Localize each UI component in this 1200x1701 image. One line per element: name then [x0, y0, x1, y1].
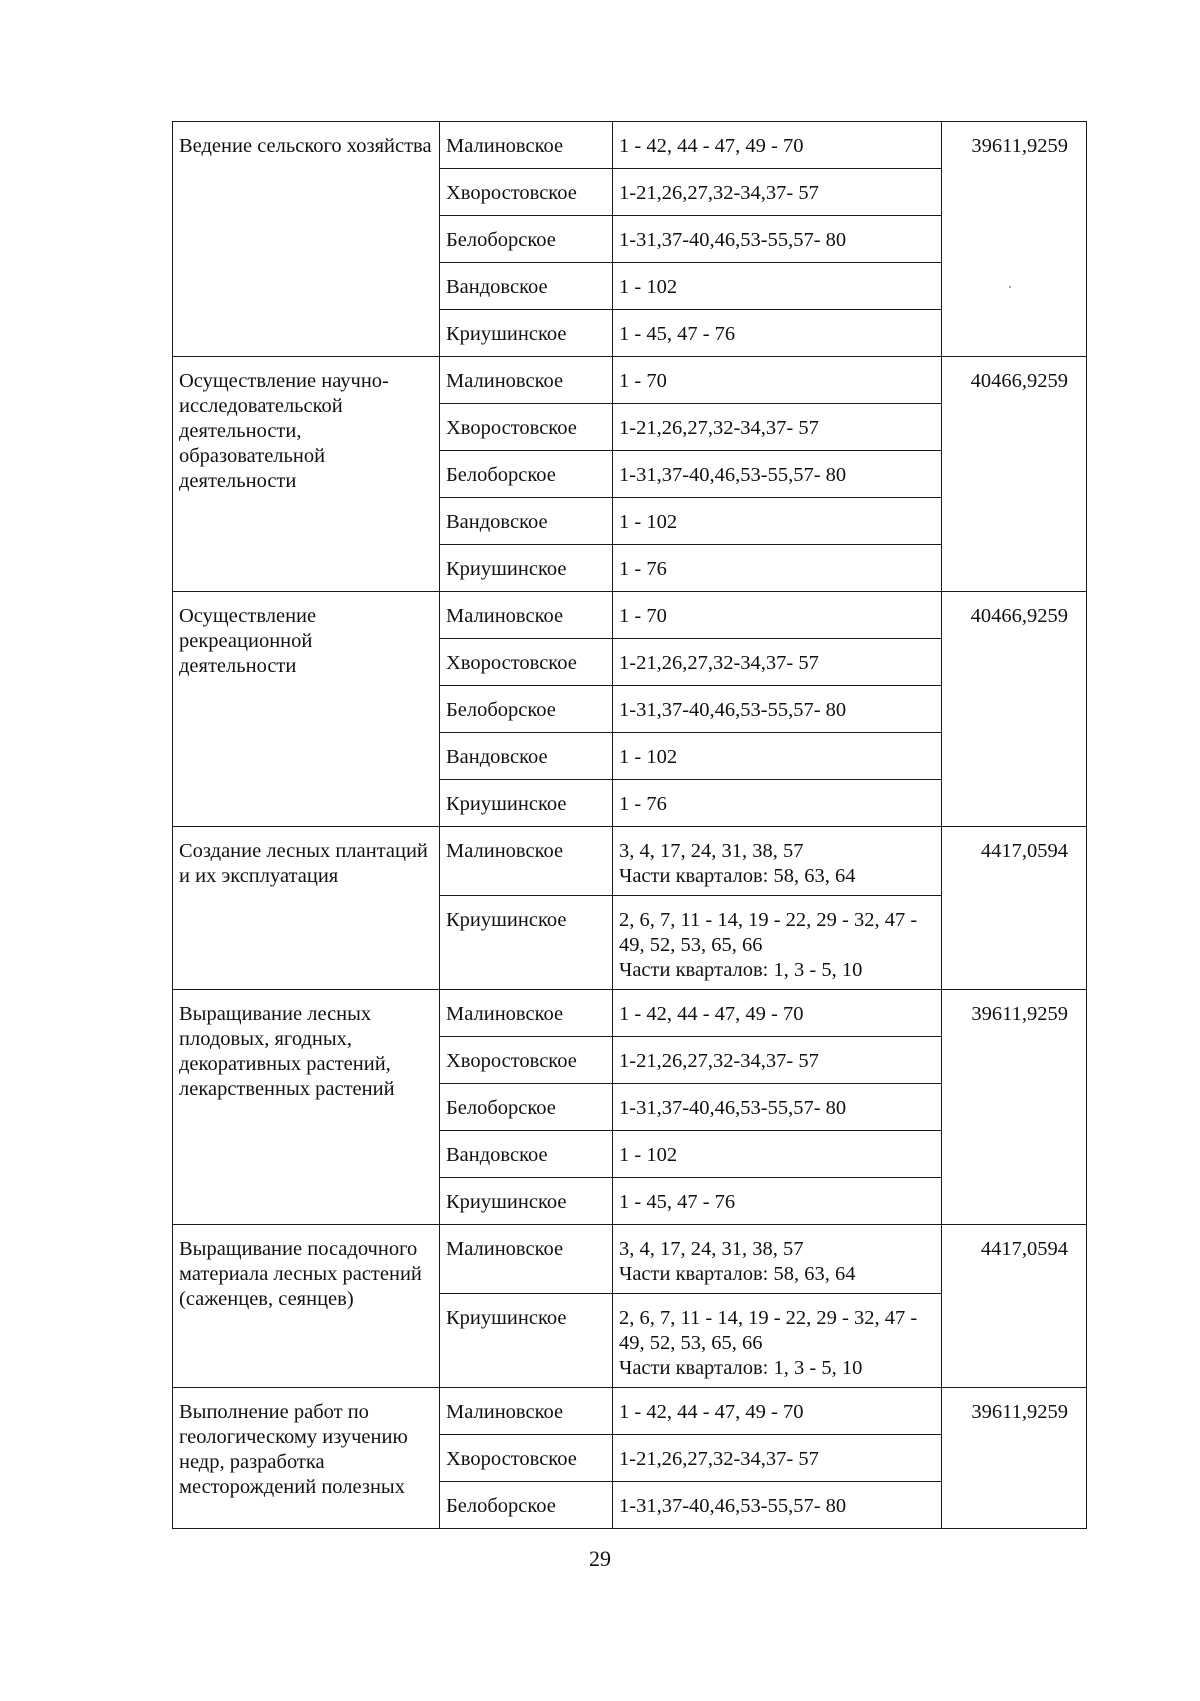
table-row	[173, 990, 1087, 1037]
quarters-cell	[613, 404, 942, 451]
quarters-line: 1 - 45, 47 - 76	[619, 1191, 736, 1213]
forestry-cell: Вандовское	[440, 263, 613, 310]
page-number: 29	[589, 1546, 611, 1571]
forestry-cell: Малиновское	[440, 827, 613, 896]
quarters-cell	[613, 639, 942, 686]
quarters-line: 3, 4, 17, 24, 31, 38, 57	[619, 840, 804, 862]
forestry-cell: Белоборское	[440, 686, 613, 733]
forest-use-table	[172, 121, 1087, 1529]
quarters-line: 1-21,26,27,32-34,37- 57	[619, 417, 819, 439]
quarters-cell	[613, 1225, 942, 1294]
forestry-cell: Вандовское	[440, 498, 613, 545]
quarters-line: 1 - 70	[619, 370, 667, 392]
area-cell: 39611,9259	[942, 1388, 1087, 1529]
forestry-cell: Криушинское	[440, 545, 613, 592]
area-cell: 40466,9259	[942, 592, 1087, 827]
quarters-cell	[613, 1037, 942, 1084]
quarters-line: 1-31,37-40,46,53-55,57- 80	[619, 699, 847, 721]
quarters-line: 1 - 102	[619, 276, 678, 298]
quarters-cell	[613, 1294, 942, 1388]
quarters-line: 1-31,37-40,46,53-55,57- 80	[619, 1495, 847, 1517]
quarters-cell	[613, 896, 942, 990]
activity-cell: Ведение сельского хозяйства	[173, 122, 440, 357]
forestry-cell: Вандовское	[440, 733, 613, 780]
quarters-line: 1-21,26,27,32-34,37- 57	[619, 1448, 819, 1470]
area-cell: 40466,9259	[942, 357, 1087, 592]
quarters-cell	[613, 592, 942, 639]
quarters-line: 1-21,26,27,32-34,37- 57	[619, 182, 819, 204]
activity-cell: Осуществление рекреационной деятельности	[173, 592, 440, 827]
quarters-cell	[613, 451, 942, 498]
forestry-cell: Малиновское	[440, 592, 613, 639]
quarters-line: 1-21,26,27,32-34,37- 57	[619, 652, 819, 674]
quarters-cell	[613, 1084, 942, 1131]
table-row	[173, 122, 1087, 169]
forestry-cell: Криушинское	[440, 1294, 613, 1388]
table-row	[173, 592, 1087, 639]
quarters-cell	[613, 1131, 942, 1178]
quarters-line: 2, 6, 7, 11 - 14, 19 - 22, 29 - 32, 47 - 49, 52, 53, 65, 66	[619, 909, 918, 956]
table-body	[173, 122, 1087, 1529]
forestry-cell: Белоборское	[440, 1084, 613, 1131]
quarters-line: 1 - 102	[619, 511, 678, 533]
quarters-cell	[613, 216, 942, 263]
forestry-cell: Малиновское	[440, 990, 613, 1037]
quarters-cell	[613, 780, 942, 827]
forestry-cell: Хворостовское	[440, 639, 613, 686]
forestry-cell: Белоборское	[440, 1482, 613, 1529]
table-row	[173, 827, 1087, 896]
quarters-line: 1-31,37-40,46,53-55,57- 80	[619, 464, 847, 486]
quarters-cell	[613, 545, 942, 592]
quarters-cell	[613, 1178, 942, 1225]
quarters-cell	[613, 1482, 942, 1529]
forestry-cell: Криушинское	[440, 310, 613, 357]
quarters-cell	[613, 733, 942, 780]
activity-cell: Выращивание посадочного материала лесных растений (саженцев, сеянцев)	[173, 1225, 440, 1388]
quarters-cell	[613, 263, 942, 310]
table-row	[173, 1225, 1087, 1294]
forestry-cell: Белоборское	[440, 451, 613, 498]
forestry-cell: Малиновское	[440, 1388, 613, 1435]
quarters-line: Части кварталов: 1, 3 - 5, 10	[619, 1357, 863, 1379]
forestry-cell: Криушинское	[440, 1178, 613, 1225]
forestry-cell: Малиновское	[440, 357, 613, 404]
quarters-cell	[613, 122, 942, 169]
quarters-line: 1 - 76	[619, 558, 667, 580]
quarters-line: 3, 4, 17, 24, 31, 38, 57	[619, 1238, 804, 1260]
forestry-cell: Малиновское	[440, 122, 613, 169]
activity-cell: Выполнение работ по геологическому изучению недр, разработка месторождений полезных	[173, 1388, 440, 1529]
area-cell: 4417,0594	[942, 827, 1087, 990]
forestry-cell: Хворостовское	[440, 1037, 613, 1084]
quarters-line: 1 - 70	[619, 605, 667, 627]
quarters-line: 1 - 102	[619, 746, 678, 768]
quarters-cell	[613, 169, 942, 216]
quarters-cell	[613, 686, 942, 733]
forestry-cell: Малиновское	[440, 1225, 613, 1294]
quarters-line: 1 - 42, 44 - 47, 49 - 70	[619, 135, 804, 157]
quarters-cell	[613, 498, 942, 545]
area-cell: 39611,9259	[942, 990, 1087, 1225]
activity-cell: Выращивание лесных плодовых, ягодных, декоративных растений, лекарственных растений	[173, 990, 440, 1225]
area-cell: 4417,0594	[942, 1225, 1087, 1388]
forestry-cell: Белоборское	[440, 216, 613, 263]
quarters-line: 1-31,37-40,46,53-55,57- 80	[619, 1097, 847, 1119]
quarters-cell	[613, 1435, 942, 1482]
quarters-line: Части кварталов: 58, 63, 64	[619, 1263, 856, 1285]
forestry-cell: Хворостовское	[440, 404, 613, 451]
quarters-line: 1 - 45, 47 - 76	[619, 323, 736, 345]
forestry-cell: Вандовское	[440, 1131, 613, 1178]
quarters-line: 1 - 42, 44 - 47, 49 - 70	[619, 1401, 804, 1423]
forestry-cell: Криушинское	[440, 896, 613, 990]
quarters-cell	[613, 310, 942, 357]
quarters-cell	[613, 990, 942, 1037]
quarters-line: 1 - 102	[619, 1144, 678, 1166]
table-row	[173, 1388, 1087, 1435]
quarters-line: 1 - 76	[619, 793, 667, 815]
forestry-cell: Хворостовское	[440, 1435, 613, 1482]
quarters-line: Части кварталов: 1, 3 - 5, 10	[619, 959, 863, 981]
quarters-line: Части кварталов: 58, 63, 64	[619, 865, 856, 887]
quarters-line: 1-21,26,27,32-34,37- 57	[619, 1050, 819, 1072]
quarters-line: 1 - 42, 44 - 47, 49 - 70	[619, 1003, 804, 1025]
quarters-cell	[613, 357, 942, 404]
quarters-line: 2, 6, 7, 11 - 14, 19 - 22, 29 - 32, 47 - 49, 52, 53, 65, 66	[619, 1307, 918, 1354]
activity-cell: Создание лесных плантаций и их эксплуатация	[173, 827, 440, 990]
forestry-cell: Криушинское	[440, 780, 613, 827]
activity-cell: Осуществление научно-исследовательской деятельности, образовательной деятельности	[173, 357, 440, 592]
area-cell: 39611,9259	[942, 122, 1087, 357]
quarters-cell	[613, 1388, 942, 1435]
quarters-line: 1-31,37-40,46,53-55,57- 80	[619, 229, 847, 251]
quarters-cell	[613, 827, 942, 896]
table-row	[173, 357, 1087, 404]
forestry-cell: Хворостовское	[440, 169, 613, 216]
scan-speck	[1009, 286, 1011, 288]
